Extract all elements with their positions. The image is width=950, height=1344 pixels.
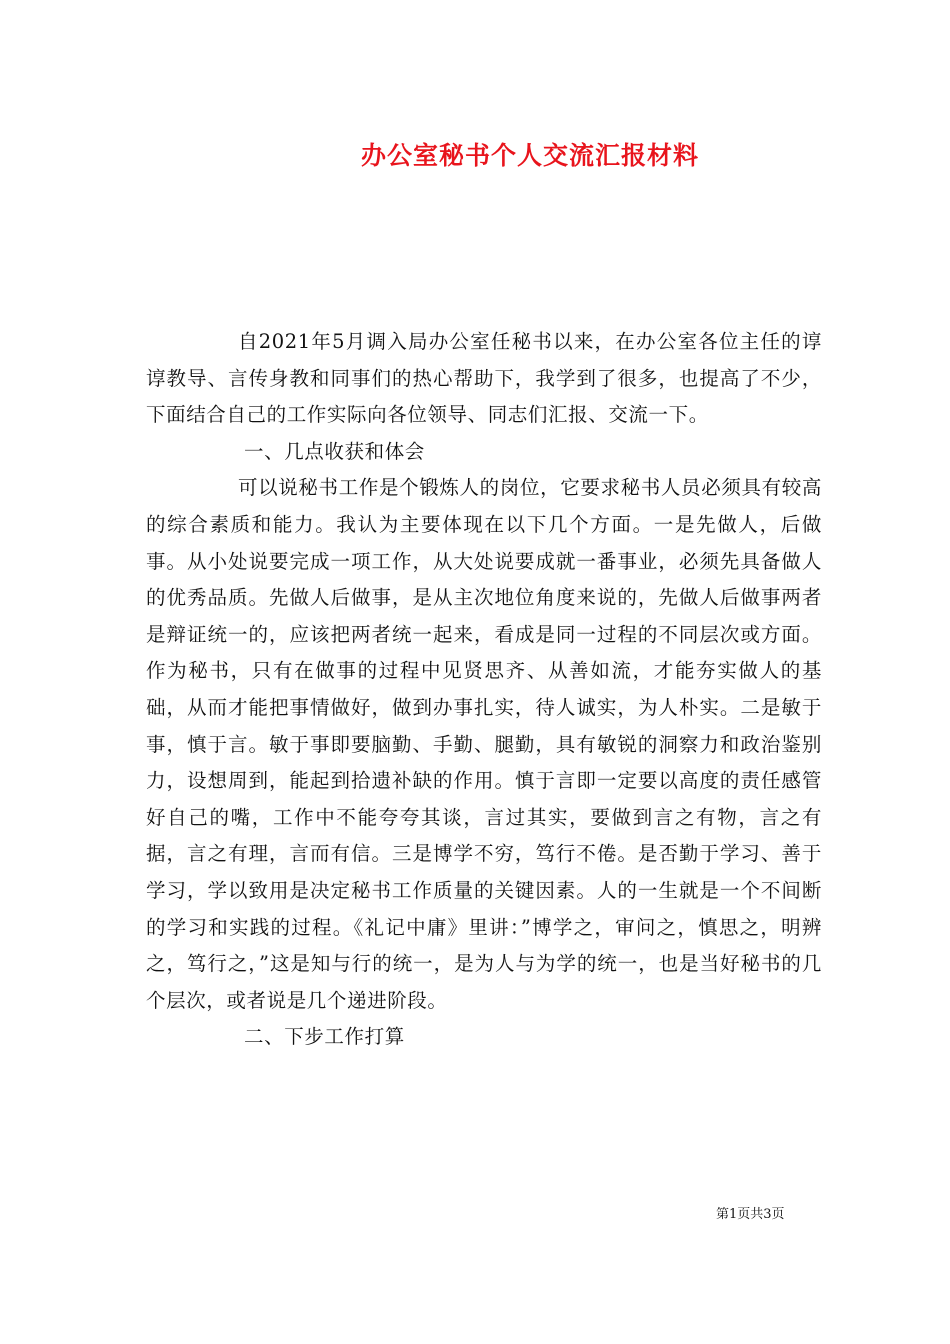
section-heading-1: 一、几点收获和体会 [244,439,425,463]
page-number: 第1页共3页 [716,1207,785,1222]
document-title: 办公室秘书个人交流汇报材料 [360,141,699,170]
section-heading-2: 二、下步工作打算 [244,1025,405,1049]
paragraph-intro: 自2021年5月调入局办公室任秘书以来，在办公室各位主任的谆谆教导、言传身教和同事们的热心帮助下，我学到了很多，也提高了不少，下面结合自己的工作实际向各位领导、同志们汇报、交流一下。 [146,330,822,427]
paragraph-section-1: 可以说秘书工作是个锻炼人的岗位，它要求秘书人员必须具有较高的综合素质和能力。我认为主要体现在以下几个方面。一是先做人，后做事。从小处说要完成一项工作，从大处说要成就一番事业，必须先具备做人的优秀品质。先做人后做事，是从主次地位角度来说的，先做人后做事两者是辩证统一的，应该把两者统一起来，看成是同一过程的不同层次或方面。作为秘书，只有在做事的过程中见贤思齐、从善如流，才能夯实做人的基础，从而才能把事情做好，做到办事扎实，待人诚实，为人朴实。二是敏于事，慎于言。敏于事即要脑勤、手勤、腿勤，具有敏锐的洞察力和政治鉴别力，设想周到，能起到拾遗补缺的作用。慎于言即一定要以高度的责任感管好自己的嘴，工作中不能夸夸其谈，言过其实，要做到言之有物，言之有据，言之有理，言而有信。三是博学不穷，笃行不倦。是否勤于学习、善于学习，学以致用是决定秘书工作质量的关键因素。人的一生就是一个不间断的学习和实践的过程。《礼记中庸》里讲：”博学之，审问之，慎思之，明辨之，笃行之，”这是知与行的统一，是为人与为学的统一，也是当好秘书的几个层次，或者说是几个递进阶段。 [146,476,822,1012]
document-body [146,324,822,1056]
